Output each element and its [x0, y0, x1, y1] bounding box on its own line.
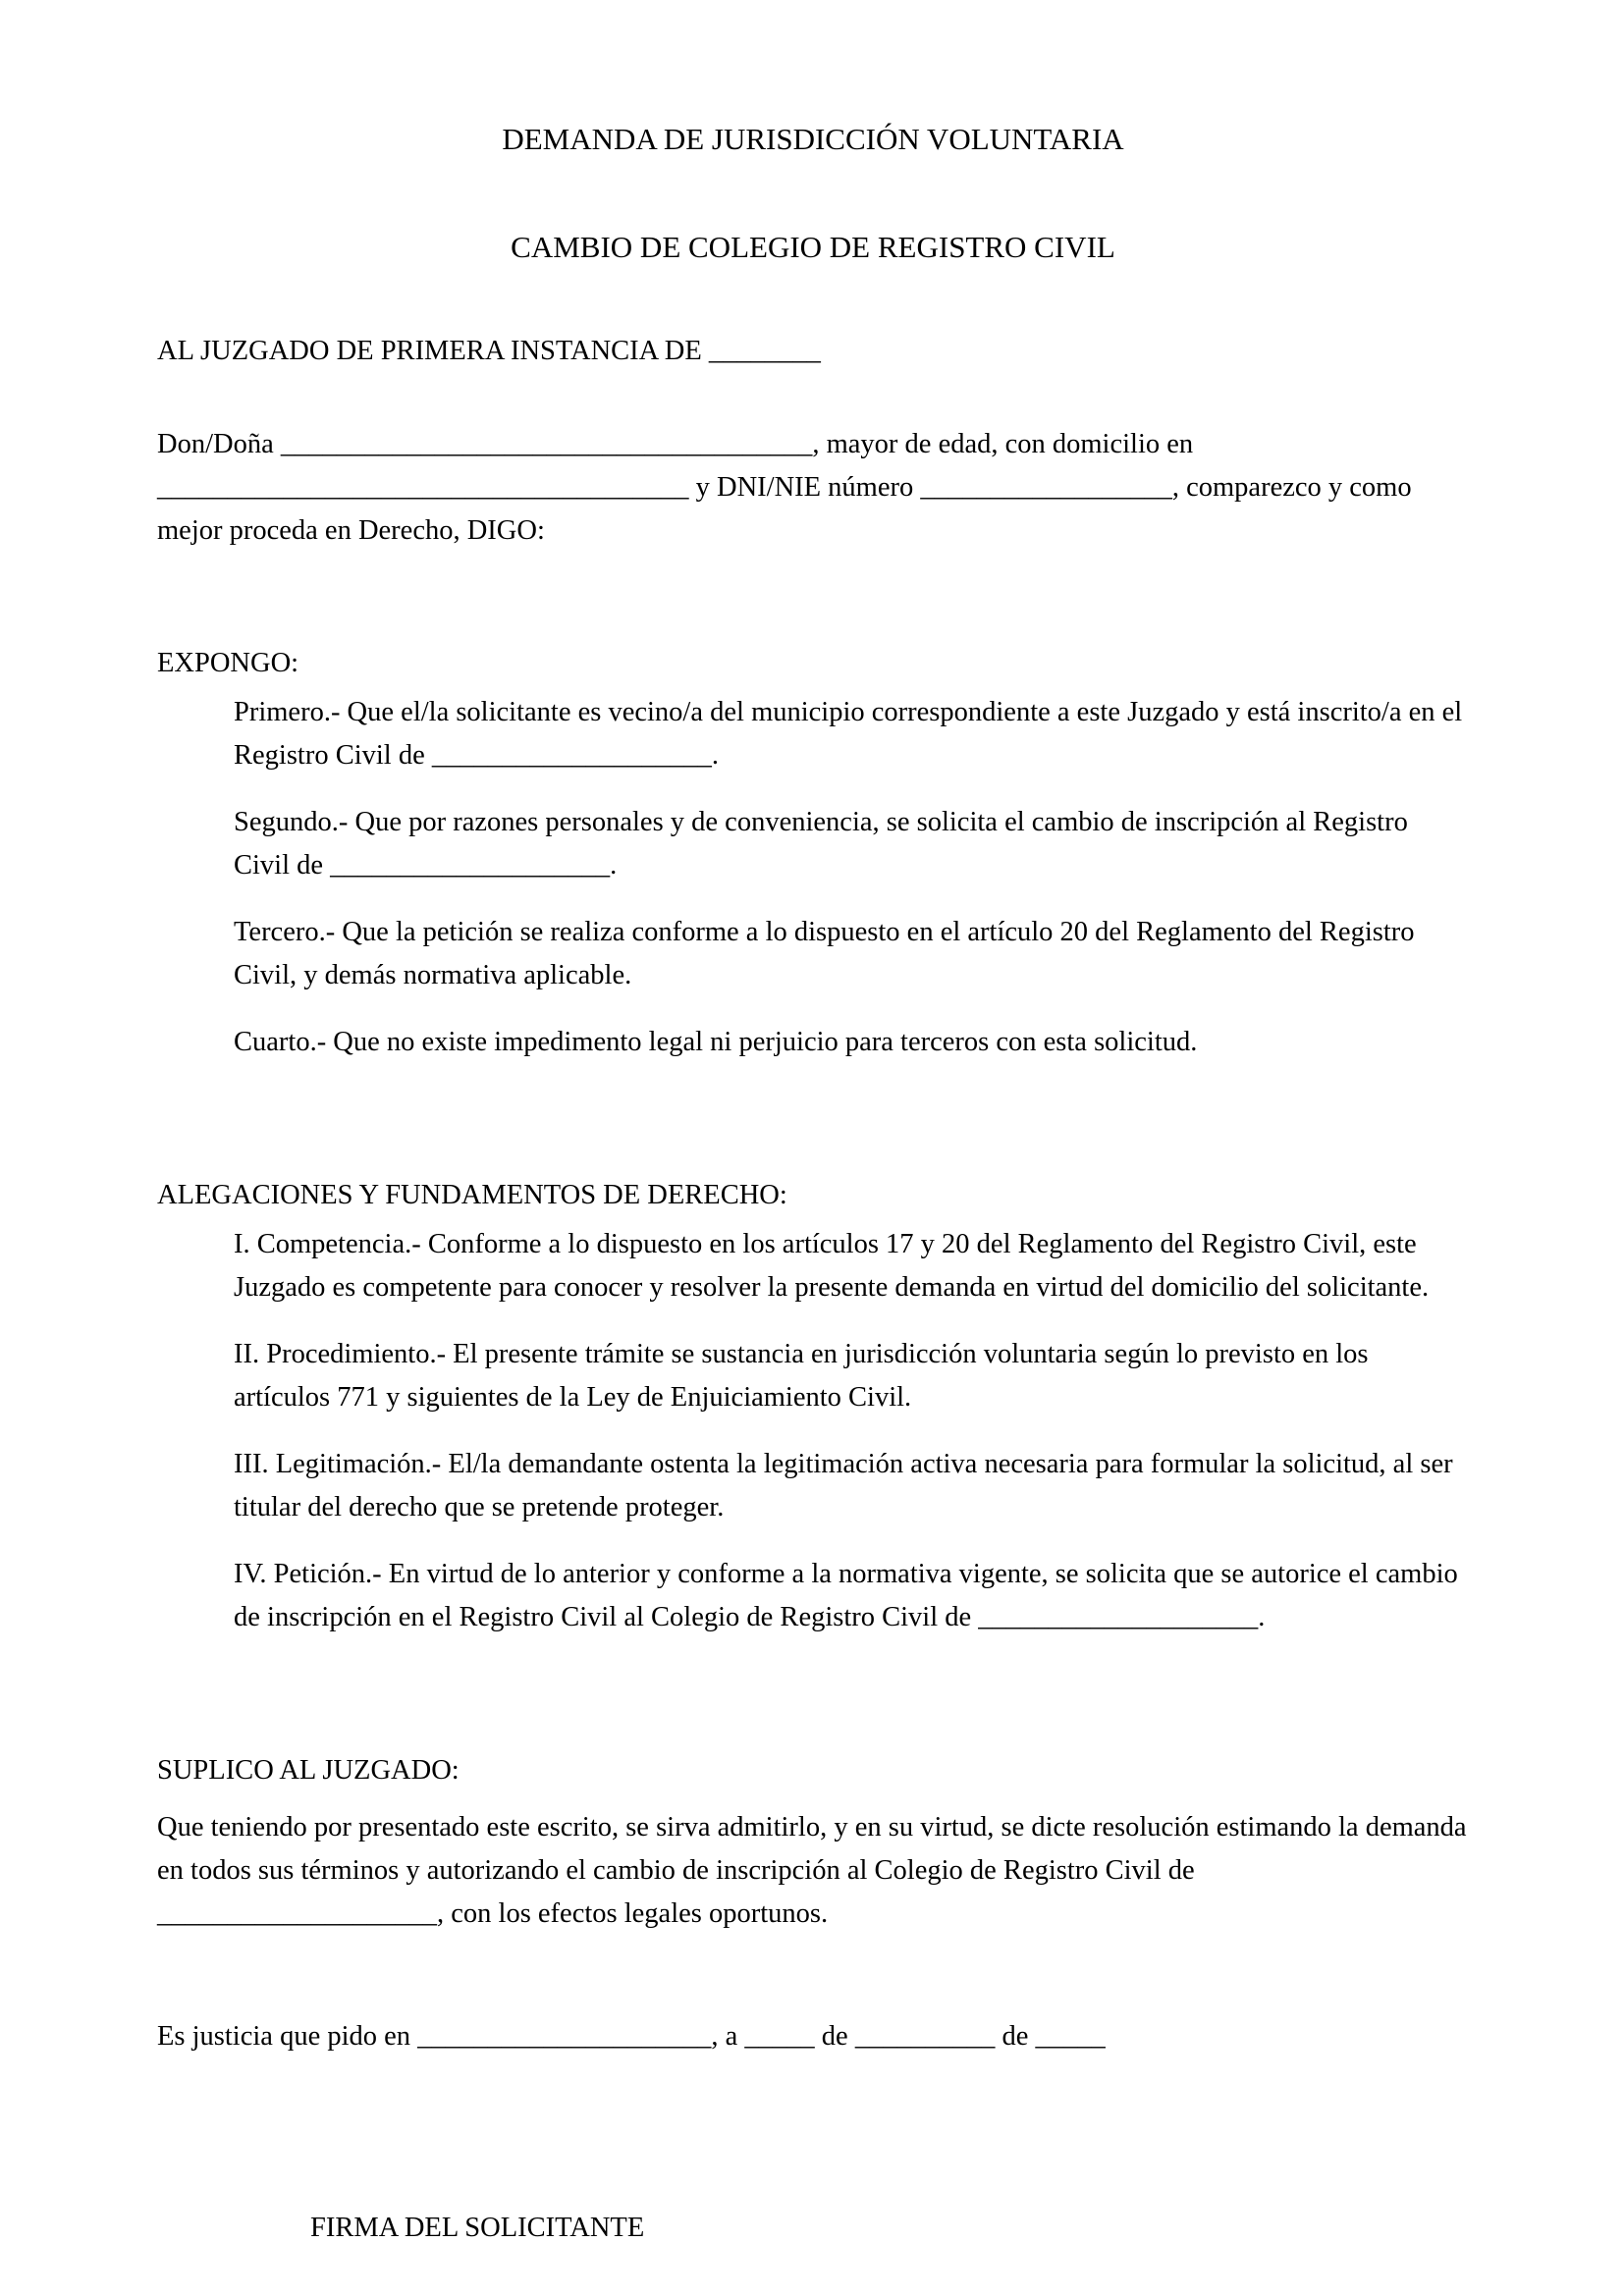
alegaciones-item-competencia: I. Competencia.- Conforme a lo dispuesto en los artículos 17 y 20 del Reglamento del Registro Civil, este Juzgado es competente para conocer y resolver la presente demanda en virtud del domicilio del solicitante.	[234, 1229, 1430, 1303]
expongo-section	[157, 642, 1469, 1064]
suplico-section	[157, 1749, 1469, 1936]
alegaciones-item-procedimiento: II. Procedimiento.- El presente trámite se sustancia en jurisdicción voluntaria según lo previsto en los artículos 771 y siguientes de la Ley de Enjuiciamiento Civil.	[234, 1339, 1369, 1413]
signature-line: FIRMA DEL SOLICITANTE	[310, 2213, 645, 2243]
expongo-item-primero: Primero.- Que el/la solicitante es vecino/a del municipio correspondiente a este Juzgado y está inscrito/a en el Registro Civil de ____________________.	[234, 697, 1463, 771]
alegaciones-heading: ALEGACIONES Y FUNDAMENTOS DE DERECHO:	[157, 1180, 787, 1210]
document-subtitle: CAMBIO DE COLEGIO DE REGISTRO CIVIL	[511, 230, 1115, 264]
addressee-line: AL JUZGADO DE PRIMERA INSTANCIA DE ________	[157, 336, 821, 366]
alegaciones-section	[157, 1174, 1469, 1639]
suplico-body-paragraph: Que teniendo por presentado este escrito, se sirva admitirlo, y en su virtud, se dicte resolución estimando la demanda en todos sus términos y autorizando el cambio de inscripción al Colegio de Registro Civil de ____________________, con los efectos legales oportunos.	[157, 1812, 1467, 1929]
closing-line: Es justicia que pido en _____________________, a _____ de __________ de _____	[157, 2021, 1106, 2052]
intro-paragraph: Don/Doña ______________________________________, mayor de edad, con domicilio en ______________________________________ y DNI/NIE número __________________, comparezco y como mejor proceda en Derecho, DIGO:	[157, 429, 1412, 546]
alegaciones-item-peticion: IV. Petición.- En virtud de lo anterior y conforme a la normativa vigente, se solicita que se autorice el cambio de inscripción en el Registro Civil al Colegio de Registro Civil de ____________________.	[234, 1559, 1458, 1632]
alegaciones-item-legitimacion: III. Legitimación.- El/la demandante ostenta la legitimación activa necesaria para formular la solicitud, al ser titular del derecho que se pretende proteger.	[234, 1449, 1453, 1522]
expongo-item-tercero: Tercero.- Que la petición se realiza conforme a lo dispuesto en el artículo 20 del Reglamento del Registro Civil, y demás normativa aplicable.	[234, 917, 1415, 990]
suplico-heading: SUPLICO AL JUZGADO:	[157, 1755, 460, 1786]
document-title: DEMANDA DE JURISDICCIÓN VOLUNTARIA	[502, 122, 1124, 156]
expongo-item-cuarto: Cuarto.- Que no existe impedimento legal ni perjuicio para terceros con esta solicitud.	[234, 1027, 1198, 1057]
expongo-item-segundo: Segundo.- Que por razones personales y de conveniencia, se solicita el cambio de inscripción al Registro Civil de ____________________.	[234, 807, 1408, 881]
expongo-heading: EXPONGO:	[157, 648, 299, 678]
